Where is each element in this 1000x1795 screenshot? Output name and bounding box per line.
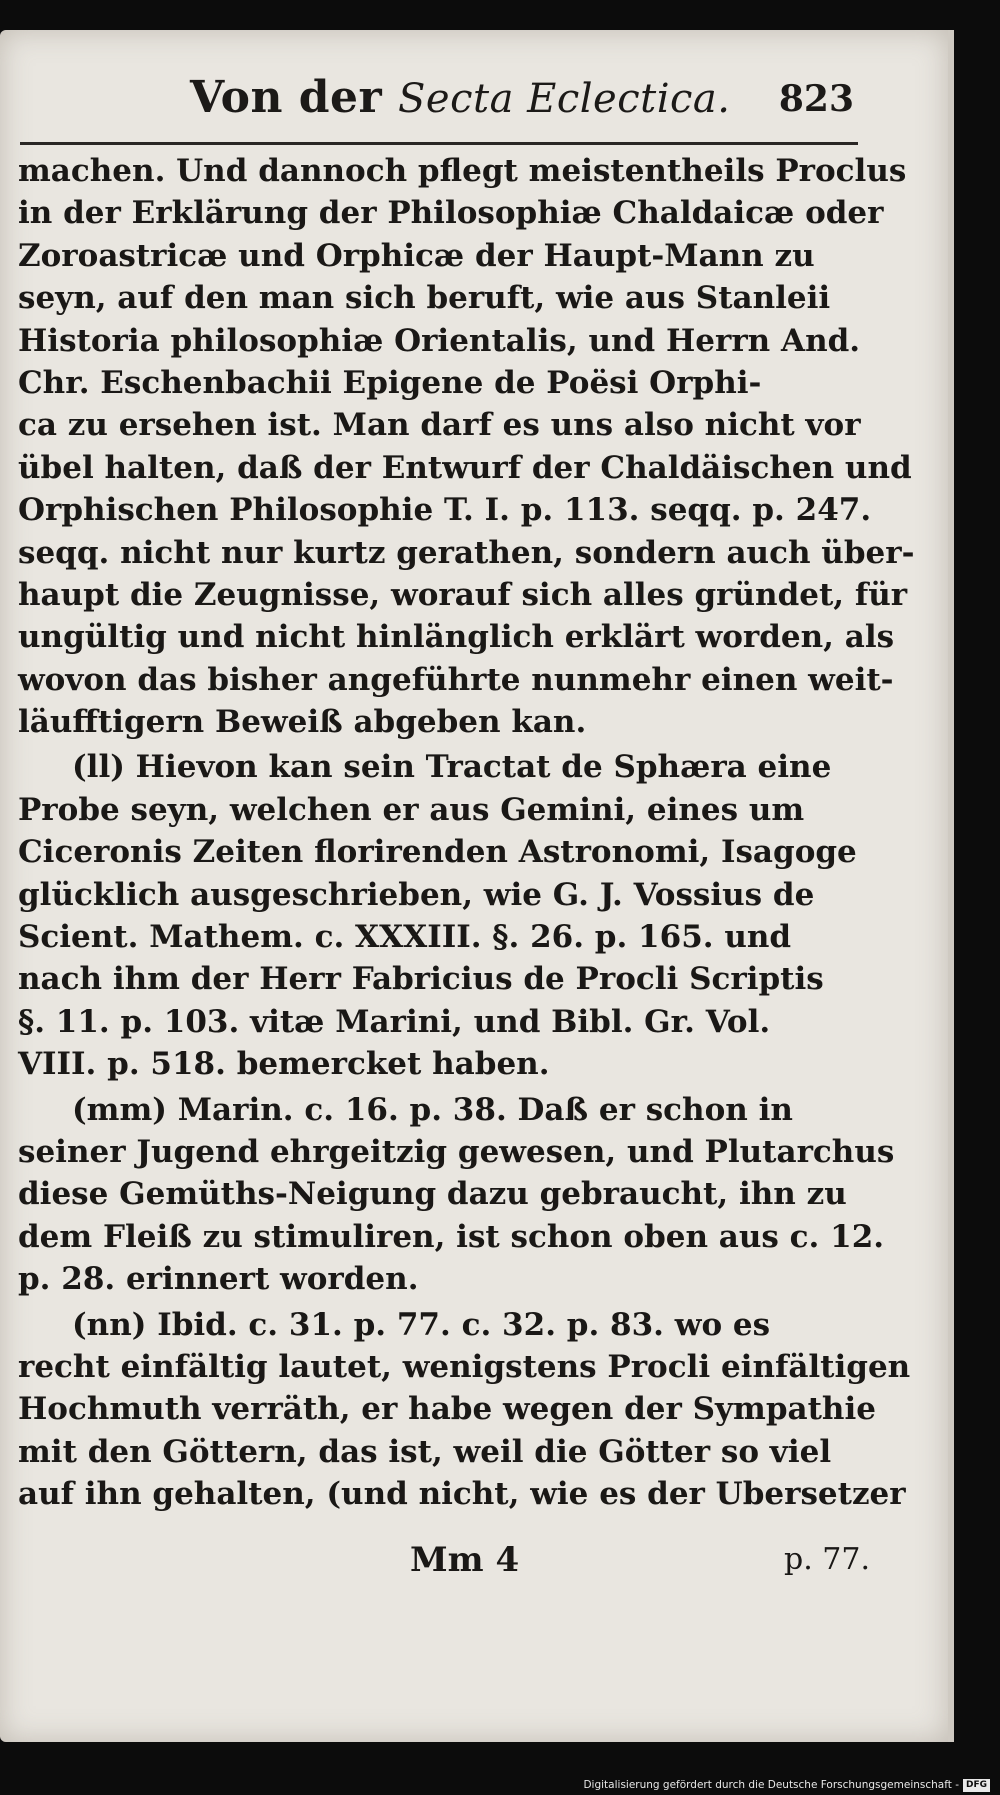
text-line: seiner Jugend ehrgeitzig gewesen, und Plutarchus [18, 1133, 895, 1170]
text-line: §. 11. p. 103. vitæ Marini, und Bibl. Gr. Vol. [18, 1003, 771, 1040]
text-line: p. 28. erinnert worden. [18, 1261, 419, 1298]
text-line: in der Erklärung der Philosophiæ Chaldaicæ oder [18, 195, 884, 232]
text-line: nach ihm der Herr Fabricius de Procli Scriptis [18, 961, 824, 998]
text-line: dem Fleiß zu stimuliren, ist schon oben aus c. 12. [18, 1218, 885, 1255]
text-line: VIII. p. 518. bemercket haben. [18, 1046, 550, 1083]
signature-mark: Mm 4 [410, 1540, 520, 1580]
header-rule [20, 142, 858, 145]
catchword: p. 77. [784, 1542, 870, 1577]
text-line: seyn, auf den man sich beruft, wie aus Stanleii [18, 280, 831, 317]
text-line: Zoroastricæ und Orphicæ der Haupt-Mann zu [18, 237, 815, 274]
text-line: seqq. nicht nur kurtz gerathen, sondern auch über- [18, 534, 915, 571]
body-text [18, 150, 915, 1516]
dfg-logo: DFG [963, 1779, 990, 1792]
text-line: Probe seyn, welchen er aus Gemini, eines um [18, 791, 805, 828]
text-line: (nn) Ibid. c. 31. p. 77. c. 32. p. 83. wo es [72, 1306, 771, 1343]
running-header [190, 72, 854, 136]
text-line: recht einfältig lautet, wenigstens Procli einfältigen [18, 1348, 911, 1385]
text-line: läufftigern Beweiß abgeben kan. [18, 704, 587, 741]
text-line: diese Gemüths-Neigung dazu gebraucht, ihn zu [18, 1176, 847, 1213]
text-line: Scient. Mathem. c. XXXIII. §. 26. p. 165. und [18, 919, 792, 956]
running-title [190, 72, 730, 123]
text-line: haupt die Zeugnisse, worauf sich alles gründet, für [18, 576, 908, 613]
page-edge [948, 30, 954, 1742]
credit-text: Digitalisierung gefördert durch die Deutsche Forschungsgemeinschaft - [583, 1779, 959, 1791]
text-line: Orphischen Philosophie T. I. p. 113. seqq. p. 247. [18, 492, 872, 529]
text-line: glücklich ausgeschrieben, wie G. J. Vossius de [18, 876, 815, 913]
text-line: wovon das bisher angeführte nunmehr einen weit- [18, 661, 894, 698]
text-line: mit den Göttern, das ist, weil die Götter so viel [18, 1433, 832, 1470]
text-line: Hochmuth verräth, er habe wegen der Sympathie [18, 1391, 876, 1428]
text-line: Historia philosophiæ Orientalis, und Herrn And. [18, 322, 861, 359]
page-number: 823 [778, 78, 854, 120]
text-line: Ciceronis Zeiten florirenden Astronomi, Isagoge [18, 834, 857, 871]
text-line: (mm) Marin. c. 16. p. 38. Daß er schon in [72, 1091, 793, 1128]
text-line: machen. Und dannoch pflegt meistentheils Proclus [18, 153, 907, 189]
text-line: übel halten, daß der Entwurf der Chaldäischen und [18, 449, 912, 486]
running-title-latin: Secta Eclectica. [398, 76, 731, 122]
page-footer [410, 1540, 870, 1590]
running-title-german: Von der [190, 72, 383, 123]
text-line: (ll) Hievon kan sein Tractat de Sphæra eine [72, 749, 832, 786]
text-line: Chr. Eschenbachii Epigene de Poësi Orphi- [18, 364, 762, 401]
text-line: ungültig und nicht hinlänglich erklärt worden, als [18, 619, 895, 656]
text-line: auf ihn gehalten, (und nicht, wie es der Ubersetzer [18, 1476, 906, 1513]
digitization-credit [583, 1777, 990, 1793]
text-line: ca zu ersehen ist. Man darf es uns also nicht vor [18, 407, 861, 444]
